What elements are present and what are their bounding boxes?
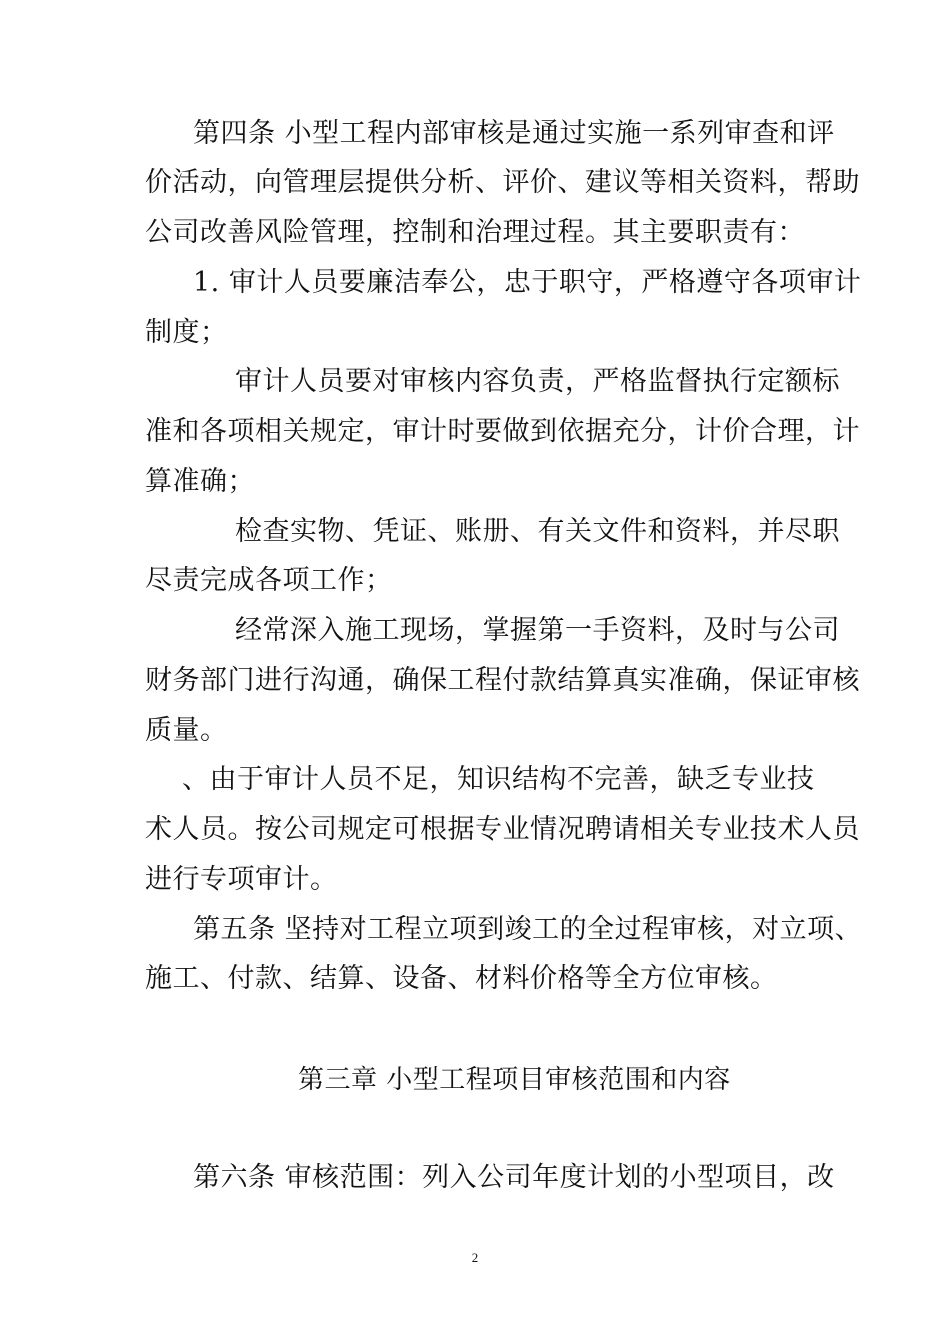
duty-item-2-line-2: 准和各项相关规定，审计时要做到依据充分，计价合理，计 [145,416,860,447]
chapter-3-title: 第三章 小型工程项目审核范围和内容 [298,1065,731,1095]
article-4-line-2: 价活动，向管理层提供分析、评价、建议等相关资料，帮助 [145,167,860,198]
duty-item-5-line-2: 术人员。按公司规定可根据专业情况聘请相关专业技术人员 [145,814,860,845]
page-number: 2 [471,1250,479,1265]
duty-item-3-line-1: 检查实物、凭证、账册、有关文件和资料，并尽职 [235,516,840,547]
article-4-line-1: 第四条 小型工程内部审核是通过实施一系列审查和评 [193,118,835,149]
duty-item-5-line-3: 进行专项审计。 [145,864,338,895]
duty-item-4-line-1: 经常深入施工现场，掌握第一手资料，及时与公司 [235,615,840,646]
duty-item-4-line-2: 财务部门进行沟通，确保工程付款结算真实准确，保证审核 [145,665,860,696]
duty-item-5-line-1: 、由于审计人员不足，知识结构不完善，缺乏专业技 [182,764,815,795]
duty-item-1-line-2: 制度； [145,317,228,348]
duty-item-4-line-3: 质量。 [145,715,228,746]
duty-item-1-line-1: 1. 审计人员要廉洁奉公，忠于职守，严格遵守各项审计 [193,267,862,298]
duty-item-2-line-1: 审计人员要对审核内容负责，严格监督执行定额标 [235,366,840,397]
article-5-line-2: 施工、付款、结算、设备、材料价格等全方位审核。 [145,963,778,994]
duty-item-2-line-3: 算准确； [145,466,255,497]
duty-item-3-line-2: 尽责完成各项工作； [145,565,393,596]
article-4-line-3: 公司改善风险管理，控制和治理过程。其主要职责有： [145,217,805,248]
article-6-line-1: 第六条 审核范围：列入公司年度计划的小型项目，改 [193,1162,835,1193]
article-5-line-1: 第五条 坚持对工程立项到竣工的全过程审核，对立项、 [193,914,863,945]
